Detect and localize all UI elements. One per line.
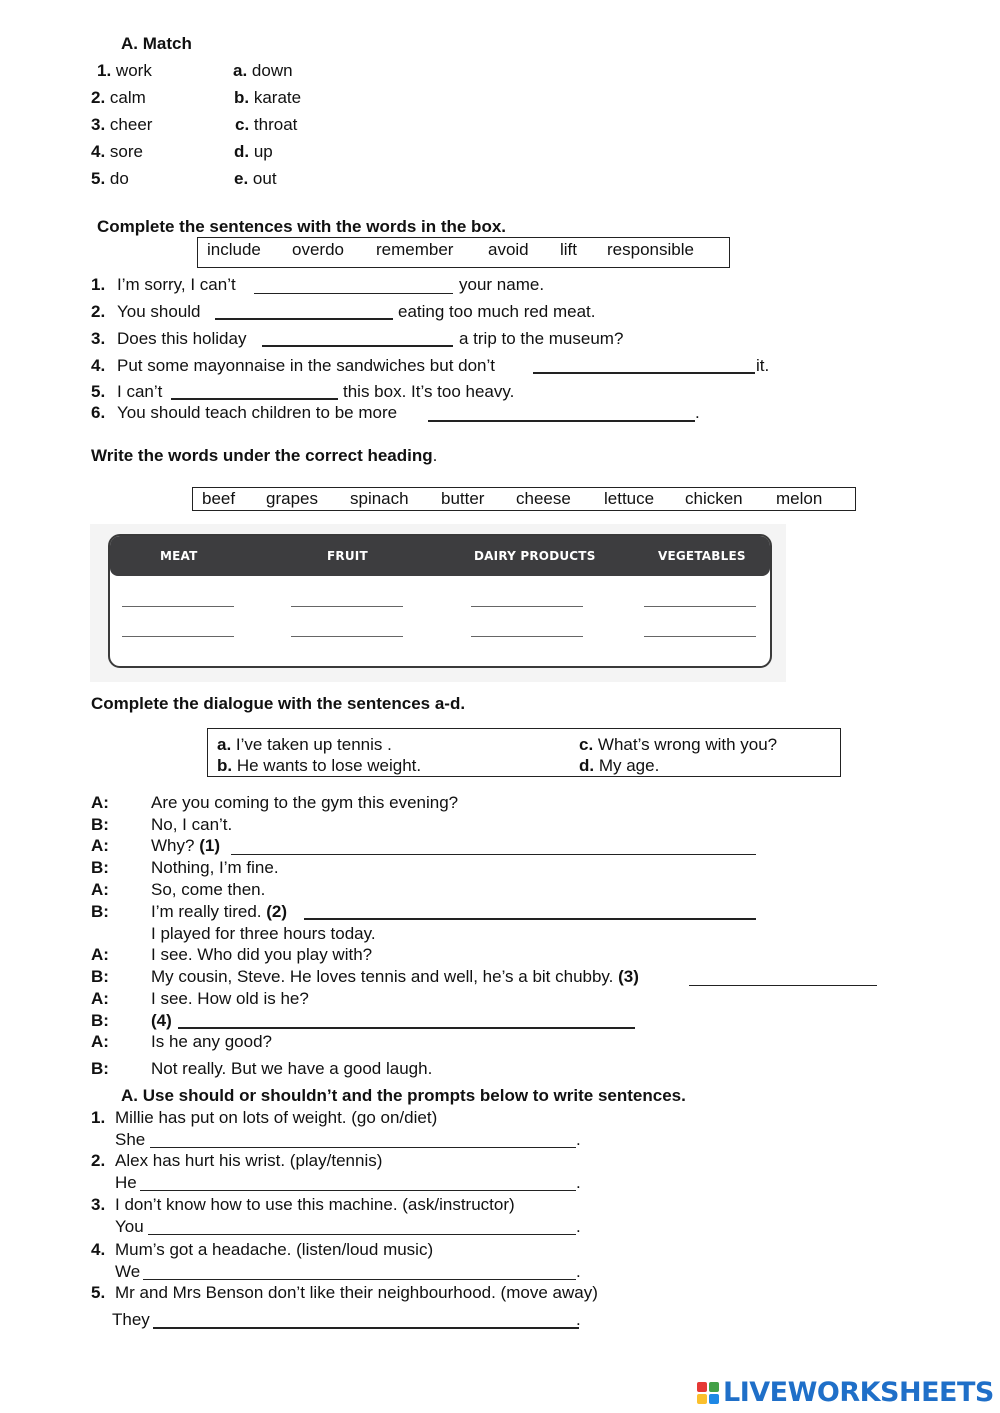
answer-blank[interactable]: [262, 345, 453, 347]
item-number: 4.: [91, 1240, 106, 1259]
heading-fruit: FRUIT: [327, 549, 368, 563]
speaker-label: A:: [91, 1032, 109, 1051]
fruit-blank[interactable]: [291, 606, 403, 607]
item-subject: She: [115, 1130, 146, 1149]
item-prompt: Mum’s got a headache. (listen/loud music): [115, 1240, 434, 1259]
answer-blank[interactable]: [171, 398, 338, 400]
item-number: 3.: [91, 1195, 106, 1214]
answer-blank[interactable]: [428, 420, 695, 422]
end-mark: .: [576, 1262, 581, 1281]
heading-dairy: DAIRY PRODUCTS: [474, 549, 596, 563]
match-right-item[interactable]: c. throat: [235, 115, 298, 134]
sentence-text: this box. It’s too heavy.: [343, 382, 515, 401]
fruit-blank[interactable]: [291, 636, 403, 637]
sentence-text: Put some mayonnaise in the sandwiches but don’t: [117, 356, 496, 375]
match-left-item: 3. cheer: [91, 115, 153, 134]
item-prompt: Alex has hurt his wrist. (play/tennis): [115, 1151, 383, 1170]
match-left-item: 1. work: [97, 61, 152, 80]
dialogue-line: I see. How old is he?: [151, 989, 309, 1008]
sentence-text: .: [695, 403, 700, 422]
speaker-label: B:: [91, 1011, 109, 1030]
sentence-number: 5.: [91, 382, 106, 401]
answer-blank[interactable]: [254, 293, 453, 294]
meat-blank[interactable]: [122, 636, 234, 637]
item-prompt: Millie has put on lots of weight. (go on/diet): [115, 1108, 438, 1127]
sentence-text: You should teach children to be more: [117, 403, 398, 422]
vegetables-blank[interactable]: [644, 636, 756, 637]
dialogue-line: I played for three hours today.: [151, 924, 376, 943]
match-left-item: 4. sore: [91, 142, 143, 161]
word-box-item: avoid: [488, 240, 529, 259]
dairy-blank[interactable]: [471, 636, 583, 637]
dialogue-option: d. My age.: [579, 756, 660, 775]
word-box-item: include: [207, 240, 261, 259]
dialogue-line: Why? (1): [151, 836, 220, 855]
heading-vegetables: VEGETABLES: [658, 549, 746, 563]
match-right-item[interactable]: e. out: [234, 169, 277, 188]
item-subject: They: [112, 1310, 150, 1329]
end-mark: .: [576, 1217, 581, 1236]
item-number: 2.: [91, 1151, 106, 1170]
food-word: grapes: [266, 489, 318, 508]
sentence-text: You should: [117, 302, 201, 321]
item-number: 5.: [91, 1283, 106, 1302]
meat-blank[interactable]: [122, 606, 234, 607]
dialogue-blank-2[interactable]: [304, 918, 756, 920]
item-prompt: I don’t know how to use this machine. (ask/instructor): [115, 1195, 515, 1214]
food-word-box: [192, 487, 856, 511]
speaker-label: A:: [91, 836, 109, 855]
dialogue-option: a. I’ve taken up tennis .: [217, 735, 392, 754]
word-box-item: remember: [376, 240, 454, 259]
sentence-blank[interactable]: [150, 1147, 576, 1148]
word-box: [197, 237, 730, 268]
sentence-number: 3.: [91, 329, 106, 348]
headings-title: Write the words under the correct heading.: [91, 446, 438, 465]
speaker-label: B:: [91, 858, 109, 877]
sentence-blank[interactable]: [148, 1234, 576, 1235]
dialogue-line: Are you coming to the gym this evening?: [151, 793, 459, 812]
dialogue-options-box: [207, 728, 841, 777]
dialogue-option: c. What’s wrong with you?: [579, 735, 778, 754]
match-right-item[interactable]: b. karate: [234, 88, 302, 107]
logo-grid-icon: [697, 1382, 719, 1404]
sentence-text: a trip to the museum?: [459, 329, 624, 348]
sentence-text: eating too much red meat.: [398, 302, 596, 321]
dialogue-line: So, come then.: [151, 880, 266, 899]
food-word: beef: [202, 489, 236, 508]
dialogue-line: My cousin, Steve. He loves tennis and well, he’s a bit chubby. (3): [151, 967, 639, 986]
food-word: melon: [776, 489, 823, 508]
speaker-label: B:: [91, 902, 109, 921]
food-word: spinach: [350, 489, 409, 508]
dialogue-gap-number: (4): [151, 1011, 172, 1030]
dialogue-line: Is he any good?: [151, 1032, 272, 1051]
word-box-item: overdo: [292, 240, 344, 259]
speaker-label: B:: [91, 967, 109, 986]
food-word: butter: [441, 489, 485, 508]
item-number: 1.: [91, 1108, 106, 1127]
match-right-item[interactable]: a. down: [233, 61, 293, 80]
answer-blank[interactable]: [533, 372, 755, 374]
speaker-label: A:: [91, 880, 109, 899]
food-word: chicken: [685, 489, 743, 508]
food-category-table: [108, 534, 772, 668]
sentence-number: 4.: [91, 356, 106, 375]
sentence-text: your name.: [459, 275, 545, 294]
match-left-item: 5. do: [91, 169, 129, 188]
food-word: cheese: [516, 489, 571, 508]
dialogue-option: b. He wants to lose weight.: [217, 756, 422, 775]
food-word: lettuce: [604, 489, 655, 508]
dialogue-line: I’m really tired. (2): [151, 902, 288, 921]
dialogue-line: I see. Who did you play with?: [151, 945, 373, 964]
should-title: A. Use should or shouldn’t and the prompts below to write sentences.: [121, 1086, 686, 1105]
end-mark: .: [576, 1310, 581, 1329]
logo-text: LIVEWORKSHEETS: [723, 1377, 994, 1408]
sentence-number: 1.: [91, 275, 106, 294]
speaker-label: A:: [91, 945, 109, 964]
word-box-item: responsible: [607, 240, 694, 259]
end-mark: .: [576, 1173, 581, 1192]
sentence-text: Does this holiday: [117, 329, 247, 348]
dialogue-blank-1[interactable]: [231, 854, 756, 855]
dialogue-line: Not really. But we have a good laugh.: [151, 1059, 433, 1078]
word-box-item: lift: [560, 240, 577, 259]
match-left-item: 2. calm: [91, 88, 146, 107]
item-subject: You: [115, 1217, 144, 1236]
item-subject: He: [115, 1173, 137, 1192]
sentence-blank[interactable]: [143, 1279, 576, 1280]
heading-meat: MEAT: [160, 549, 198, 563]
speaker-label: B:: [91, 1059, 109, 1078]
food-table-header: [110, 536, 770, 576]
sentence-blank[interactable]: [153, 1327, 579, 1329]
sentence-text: it.: [756, 356, 770, 375]
sentence-text: I’m sorry, I can’t: [117, 275, 236, 294]
speaker-label: A:: [91, 989, 109, 1008]
food-category-table-area: [90, 524, 786, 682]
dialogue-line: Nothing, I’m fine.: [151, 858, 279, 877]
speaker-label: A:: [91, 793, 109, 812]
item-subject: We: [115, 1262, 141, 1281]
item-prompt: Mr and Mrs Benson don’t like their neighbourhood. (move away): [115, 1283, 598, 1302]
end-mark: .: [576, 1130, 581, 1149]
dialogue-blank-4[interactable]: [178, 1027, 635, 1029]
sentence-number: 6.: [91, 403, 106, 422]
sentence-blank[interactable]: [140, 1190, 576, 1191]
vegetables-blank[interactable]: [644, 606, 756, 607]
speaker-label: B:: [91, 815, 109, 834]
answer-blank[interactable]: [215, 318, 393, 320]
sentence-number: 2.: [91, 302, 106, 321]
dialogue-title: Complete the dialogue with the sentences a-d.: [91, 694, 466, 713]
dialogue-blank-3[interactable]: [689, 985, 877, 986]
dialogue-line: No, I can’t.: [151, 815, 233, 834]
match-title: A. Match: [121, 34, 192, 53]
sentence-text: I can’t: [117, 382, 163, 401]
complete-sentences-title: Complete the sentences with the words in the box.: [97, 217, 507, 236]
dairy-blank[interactable]: [471, 606, 583, 607]
match-right-item[interactable]: d. up: [234, 142, 273, 161]
